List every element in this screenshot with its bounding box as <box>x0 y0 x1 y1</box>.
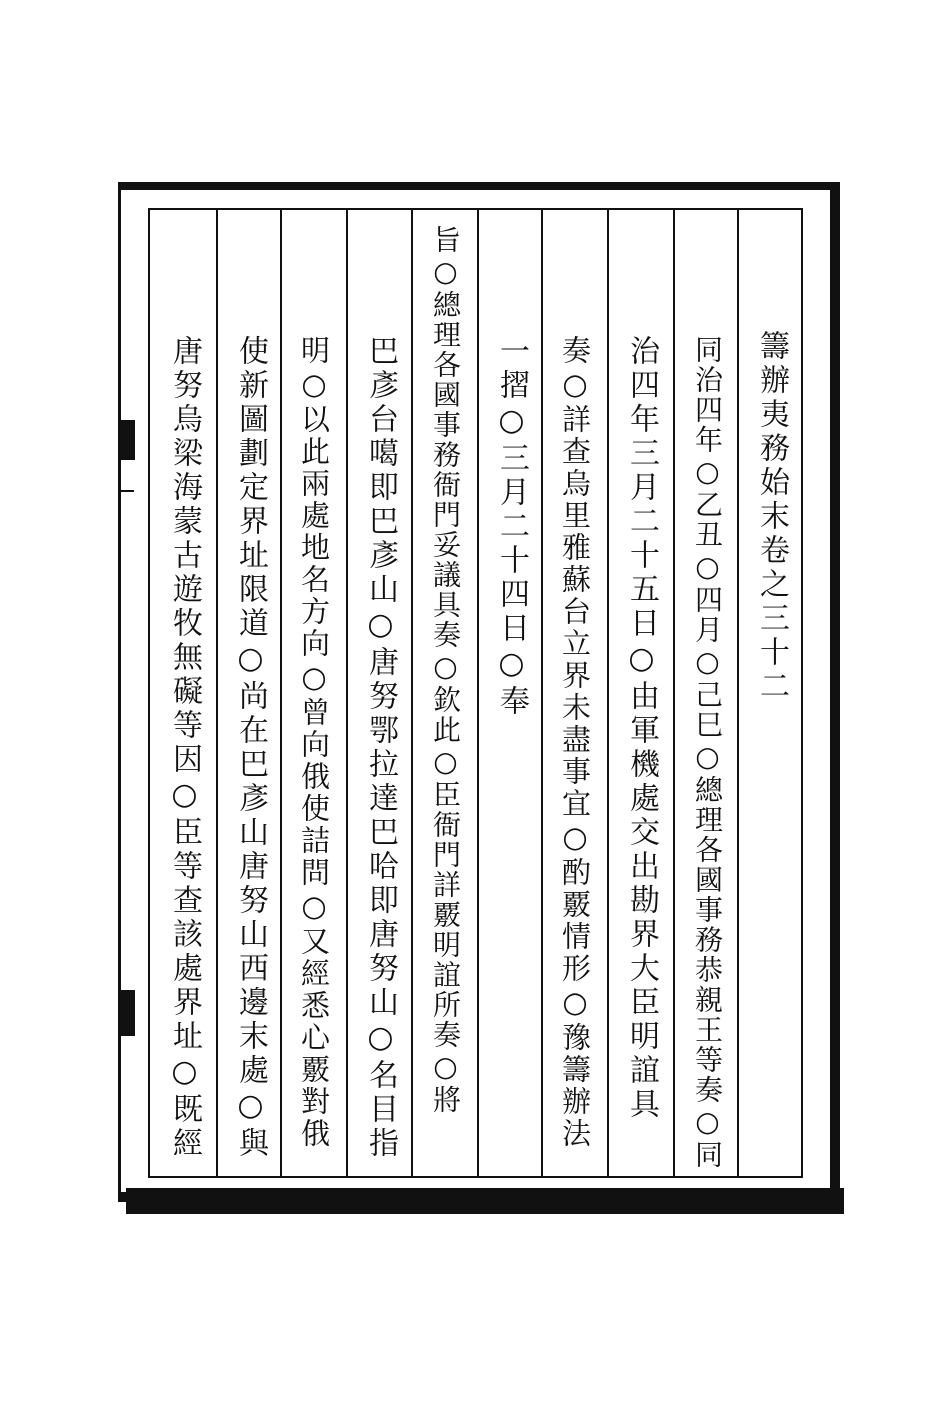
column-rule <box>673 208 675 1178</box>
column-rule <box>216 208 218 1178</box>
text-column-9: 唐努烏梁海蒙古遊牧無礙等因○臣等查該處界址○既經 <box>167 335 202 1161</box>
column-rule <box>280 208 282 1178</box>
text-column-1: 同治四年○乙丑○四月○己巳○總理各國事務恭親王等奏○同 <box>691 335 724 1170</box>
column-rule <box>411 208 413 1178</box>
column-rule <box>737 208 739 1178</box>
text-column-6: 巴彥台噶即巴彥山○唐努鄂拉達巴哈即唐努山○名目指 <box>363 335 398 1161</box>
column-rule <box>346 208 348 1178</box>
text-column-3: 奏○詳查烏里雅蘇台立界未盡事宜○酌覈情形○豫籌辦法 <box>558 335 592 1150</box>
bottom-border-bar <box>126 1188 844 1214</box>
column-rule <box>477 208 479 1178</box>
binding-edge-block-lower <box>119 990 135 1036</box>
text-column-5: 旨○總理各國事務衙門妥議具奏○欽此○臣衙門詳覈明誼所奏○將 <box>429 225 462 1115</box>
binding-edge-mark <box>120 490 134 502</box>
binding-edge-block-upper <box>119 420 135 460</box>
text-column-2: 治四年三月二十五日○由軍機處交出勘界大臣明誼具 <box>624 335 659 1122</box>
column-rule <box>541 208 543 1178</box>
text-column-4: 一摺○三月二十四日○奉 <box>494 335 529 719</box>
column-rule <box>607 208 609 1178</box>
column-title: 籌辦夷務始末卷之三十二 <box>754 330 789 704</box>
text-column-8: 使新圖劃定界址限道○尚在巴彥山唐努山西邊末處○與 <box>233 335 268 1161</box>
text-column-7: 明○以此兩處地名方向○曾向俄使詰問○又經悉心覈對俄 <box>297 335 331 1150</box>
